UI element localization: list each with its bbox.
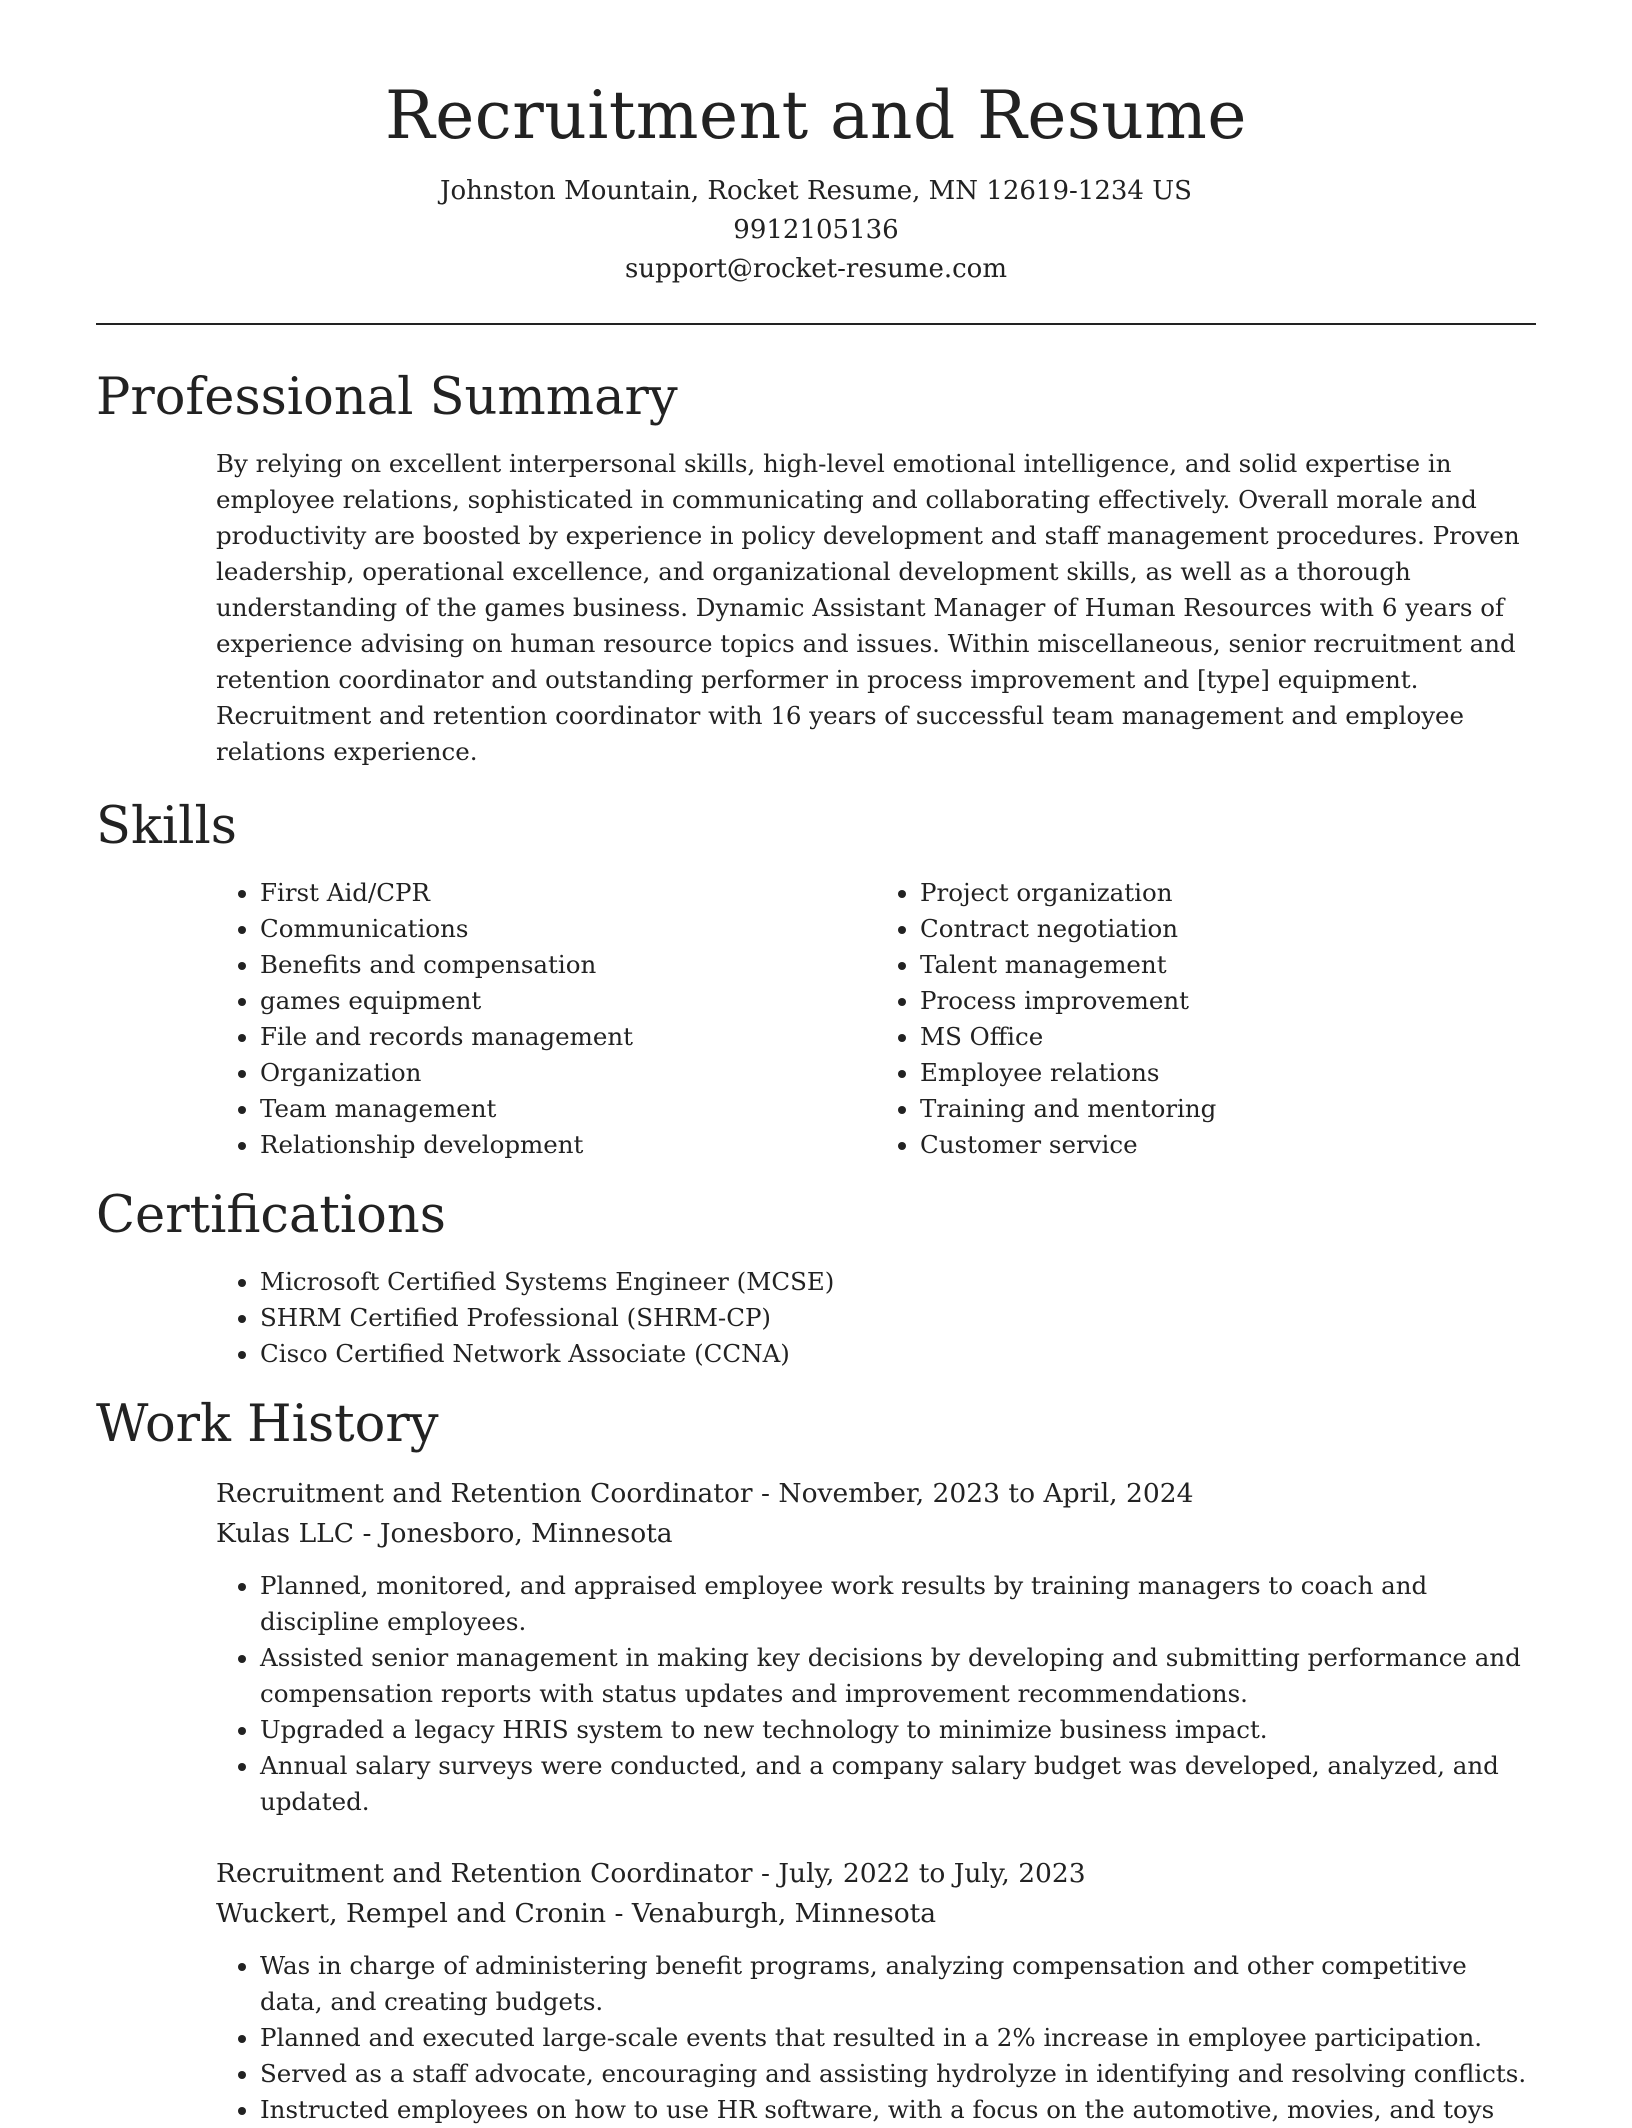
candidate-name: Recruitment and Resume (385, 77, 1247, 154)
job-title: Recruitment and Retention Coordinator (216, 1477, 753, 1509)
skills-section (96, 796, 1536, 1163)
skill-item: • Organization (260, 1055, 876, 1091)
skills-heading: Skills (96, 797, 237, 857)
job-bullet: • Served as a staff advocate, encouraging and assisting hydrolyze in identifying and resolving conflicts. (260, 2056, 1536, 2092)
summary-heading: Professional Summary (96, 367, 678, 427)
skills-grid (216, 875, 1536, 1163)
job-bullets (216, 1568, 1536, 1820)
job-bullet: • Annual salary surveys were conducted, and a company salary budget was developed, analyzed, and updated. (260, 1748, 1536, 1820)
job-company: Wuckert, Rempel and Cronin (216, 1897, 607, 1929)
skill-item: • Process improvement (920, 983, 1536, 1019)
job-title: Recruitment and Retention Coordinator (216, 1857, 753, 1889)
skill-item: • Communications (260, 911, 876, 947)
job-bullet: • Was in charge of administering benefit programs, analyzing compensation and other competitive data, and creating budgets. (260, 1948, 1536, 2020)
job-bullet: • Assisted senior management in making key decisions by developing and submitting performance and compensation reports with status updates and improvement recommendations. (260, 1640, 1536, 1712)
skill-item: • Relationship development (260, 1127, 876, 1163)
certification-item: • Microsoft Certified Systems Engineer (MCSE) (260, 1264, 1536, 1300)
job-company-line (216, 1514, 1536, 1554)
skill-item: • Project organization (920, 875, 1536, 911)
job-bullet: • Planned and executed large-scale events that resulted in a 2% increase in employee participation. (260, 2020, 1536, 2056)
skill-item: • Training and mentoring (920, 1091, 1536, 1127)
certifications-heading: Certifications (96, 1186, 446, 1246)
resume-header (96, 78, 1536, 289)
job-company: Kulas LLC (216, 1517, 355, 1549)
skill-item: • Talent management (920, 947, 1536, 983)
certifications-list (216, 1264, 1536, 1372)
job-bullets (216, 1948, 1536, 2128)
summary-section (96, 367, 1536, 770)
job-dates: - July, 2022 to July, 2023 (752, 1857, 1086, 1889)
job-title-line (216, 1854, 1536, 1894)
job-dates: - November, 2023 to April, 2024 (752, 1477, 1194, 1509)
job-location: - Venaburgh, Minnesota (606, 1897, 937, 1929)
job-bullet: • Instructed employees on how to use HR software, with a focus on the automotive, movies, and toys (260, 2092, 1536, 2128)
job-bullet: • Planned, monitored, and appraised employee work results by training managers to coach and discipline employees. (260, 1568, 1536, 1640)
phone-line: 9912105136 (733, 214, 899, 245)
job-bullet: • Upgraded a legacy HRIS system to new technology to minimize business impact. (260, 1712, 1536, 1748)
email-line: support@rocket-resume.com (624, 253, 1007, 284)
skill-item: • Employee relations (920, 1055, 1536, 1091)
skill-item: • games equipment (260, 983, 876, 1019)
skill-item: • Team management (260, 1091, 876, 1127)
job-title-line (216, 1474, 1536, 1514)
skill-item: • File and records management (260, 1019, 876, 1055)
work-history-section (96, 1394, 1536, 2127)
skills-list-left (216, 875, 876, 1163)
job-entry (216, 1854, 1536, 2128)
job-company-line (216, 1894, 1536, 1934)
skill-item: • Benefits and compensation (260, 947, 876, 983)
skill-item: • Customer service (920, 1127, 1536, 1163)
contact-info (96, 172, 1536, 289)
skill-item: • MS Office (920, 1019, 1536, 1055)
skill-item: • First Aid/CPR (260, 875, 876, 911)
skill-item: • Contract negotiation (920, 911, 1536, 947)
certifications-section (96, 1185, 1536, 1372)
certification-item: • Cisco Certified Network Associate (CCNA) (260, 1336, 1536, 1372)
certification-item: • SHRM Certified Professional (SHRM-CP) (260, 1300, 1536, 1336)
summary-text: By relying on excellent interpersonal skills, high-level emotional intelligence, and solid expertise in employee relations, sophisticated in communicating and collaborating effectively. Overall morale and productivity are boosted by experience in policy development and staff management procedures. Proven leadership, operational excellence, and organizational development skills, as well as a thorough understanding of the games business. Dynamic Assistant Manager of Human Resources with 6 years of experience advising on human resource topics and issues. Within miscellaneous, senior recruitment and retention coordinator and outstanding performer in process improvement and [type] equipment. Recruitment and retention coordinator with 16 years of successful team management and employee relations experience. (216, 449, 1520, 767)
header-divider (96, 323, 1536, 325)
address-line: Johnston Mountain, Rocket Resume, MN 12619-1234 US (440, 175, 1192, 206)
skills-list-right (876, 875, 1536, 1163)
job-entry (216, 1474, 1536, 1820)
job-location: - Jonesboro, Minnesota (354, 1517, 673, 1549)
work-history-heading: Work History (96, 1395, 439, 1455)
